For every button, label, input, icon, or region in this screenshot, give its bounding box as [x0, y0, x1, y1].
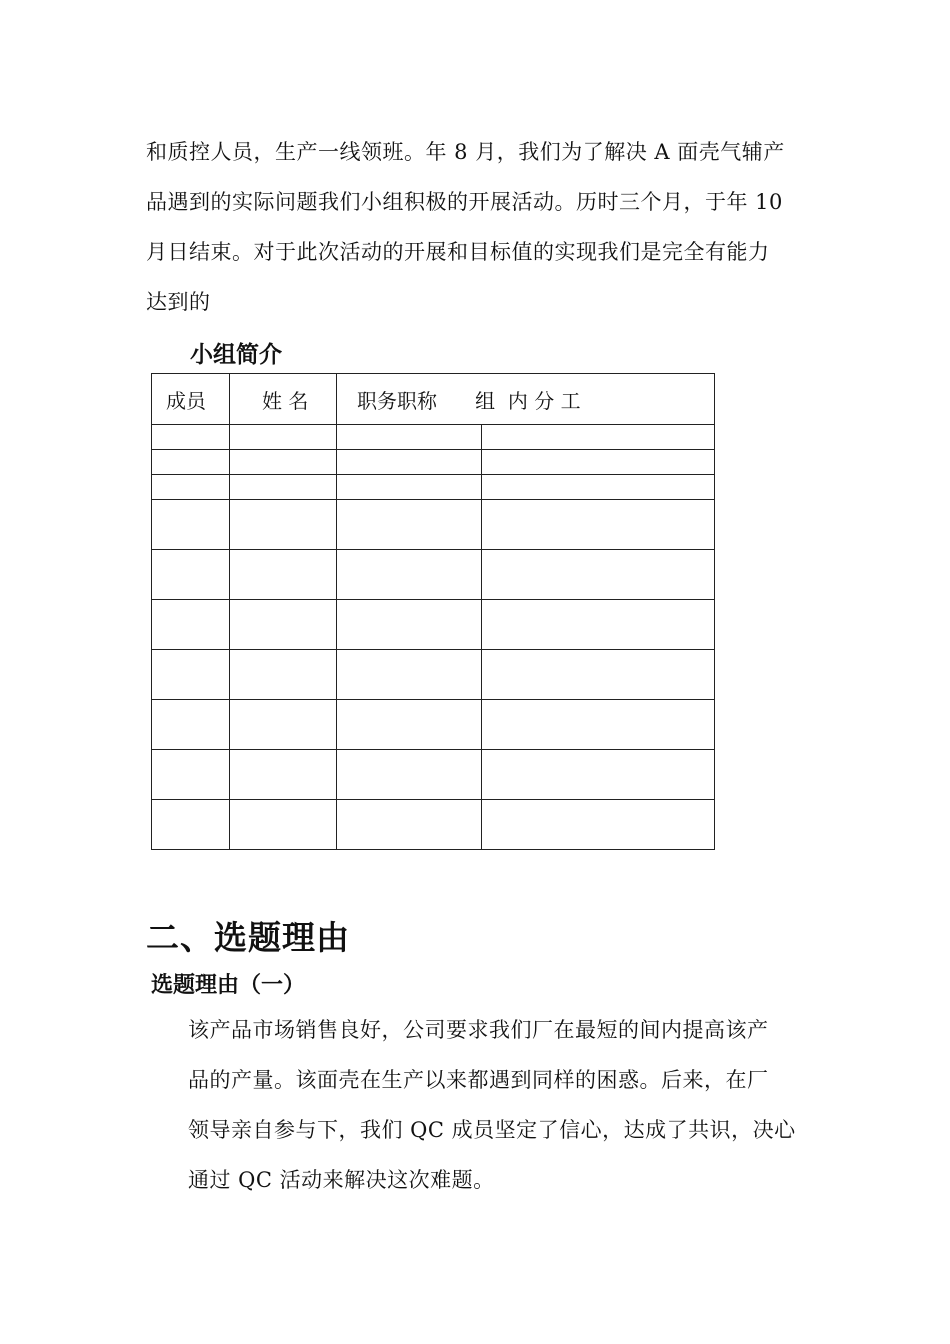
table-cell — [230, 500, 337, 550]
table-cell — [152, 800, 230, 850]
header-title-division — [337, 374, 715, 425]
table-row — [152, 450, 715, 475]
table-cell — [152, 600, 230, 650]
table-cell — [337, 650, 482, 700]
body-line: 领导亲自参与下，我们 QC 成员坚定了信心，达成了共识，决心 — [188, 1118, 796, 1142]
table-cell — [337, 600, 482, 650]
table-cell — [337, 425, 482, 450]
table-cell — [152, 700, 230, 750]
group-intro-heading: 小组简介 — [190, 342, 282, 368]
table-cell — [482, 450, 715, 475]
table-cell — [337, 750, 482, 800]
section-title: 二、选题理由 — [146, 918, 350, 957]
table-cell — [482, 475, 715, 500]
table-cell — [337, 800, 482, 850]
table-row — [152, 700, 715, 750]
table-cell — [230, 450, 337, 475]
table-cell — [482, 750, 715, 800]
table-cell — [230, 600, 337, 650]
header-member-label: 成员 — [166, 388, 206, 413]
table-row — [152, 550, 715, 600]
member-table — [151, 373, 715, 850]
table-cell — [152, 650, 230, 700]
table-row — [152, 750, 715, 800]
table-cell — [337, 500, 482, 550]
table-cell — [337, 475, 482, 500]
table-cell — [230, 800, 337, 850]
header-name — [230, 374, 337, 425]
table-cell — [337, 450, 482, 475]
table-row — [152, 425, 715, 450]
table-cell — [482, 650, 715, 700]
table-cell — [482, 700, 715, 750]
table-cell — [337, 550, 482, 600]
table-cell — [230, 650, 337, 700]
body-line: 品的产量。该面壳在生产以来都遇到同样的困惑。后来，在厂 — [188, 1068, 769, 1092]
header-name-label: 姓 名 — [262, 388, 309, 413]
table-cell — [230, 425, 337, 450]
table-cell — [152, 750, 230, 800]
table-cell — [152, 450, 230, 475]
table-cell — [230, 700, 337, 750]
table-cell — [482, 550, 715, 600]
header-member — [152, 374, 230, 425]
table-cell — [230, 475, 337, 500]
table-row — [152, 475, 715, 500]
table-cell — [482, 800, 715, 850]
intro-line: 月日结束。对于此次活动的开展和目标值的实现我们是完全有能力 — [146, 240, 770, 264]
table-cell — [337, 700, 482, 750]
table-row — [152, 600, 715, 650]
table-cell — [482, 500, 715, 550]
table-cell — [230, 550, 337, 600]
table-cell — [152, 425, 230, 450]
table-row — [152, 650, 715, 700]
intro-line: 达到的 — [146, 290, 211, 314]
table-cell — [230, 750, 337, 800]
table-header-row — [152, 374, 715, 425]
table-cell — [482, 425, 715, 450]
section-subtitle: 选题理由（一） — [151, 973, 306, 998]
table-cell — [482, 600, 715, 650]
body-line: 该产品市场销售良好，公司要求我们厂在最短的间内提高该产 — [188, 1018, 769, 1042]
intro-line: 和质控人员，生产一线领班。年 8 月，我们为了解决 A 面壳气辅产 — [146, 140, 785, 164]
intro-line: 品遇到的实际问题我们小组积极的开展活动。历时三个月，于年 10 — [146, 190, 783, 214]
body-line: 通过 QC 活动来解决这次难题。 — [188, 1168, 495, 1192]
table-row — [152, 800, 715, 850]
table-cell — [152, 475, 230, 500]
table-row — [152, 500, 715, 550]
header-title-division-label: 职务职称 组 内 分 工 — [357, 388, 581, 413]
table-cell — [152, 550, 230, 600]
table-cell — [152, 500, 230, 550]
